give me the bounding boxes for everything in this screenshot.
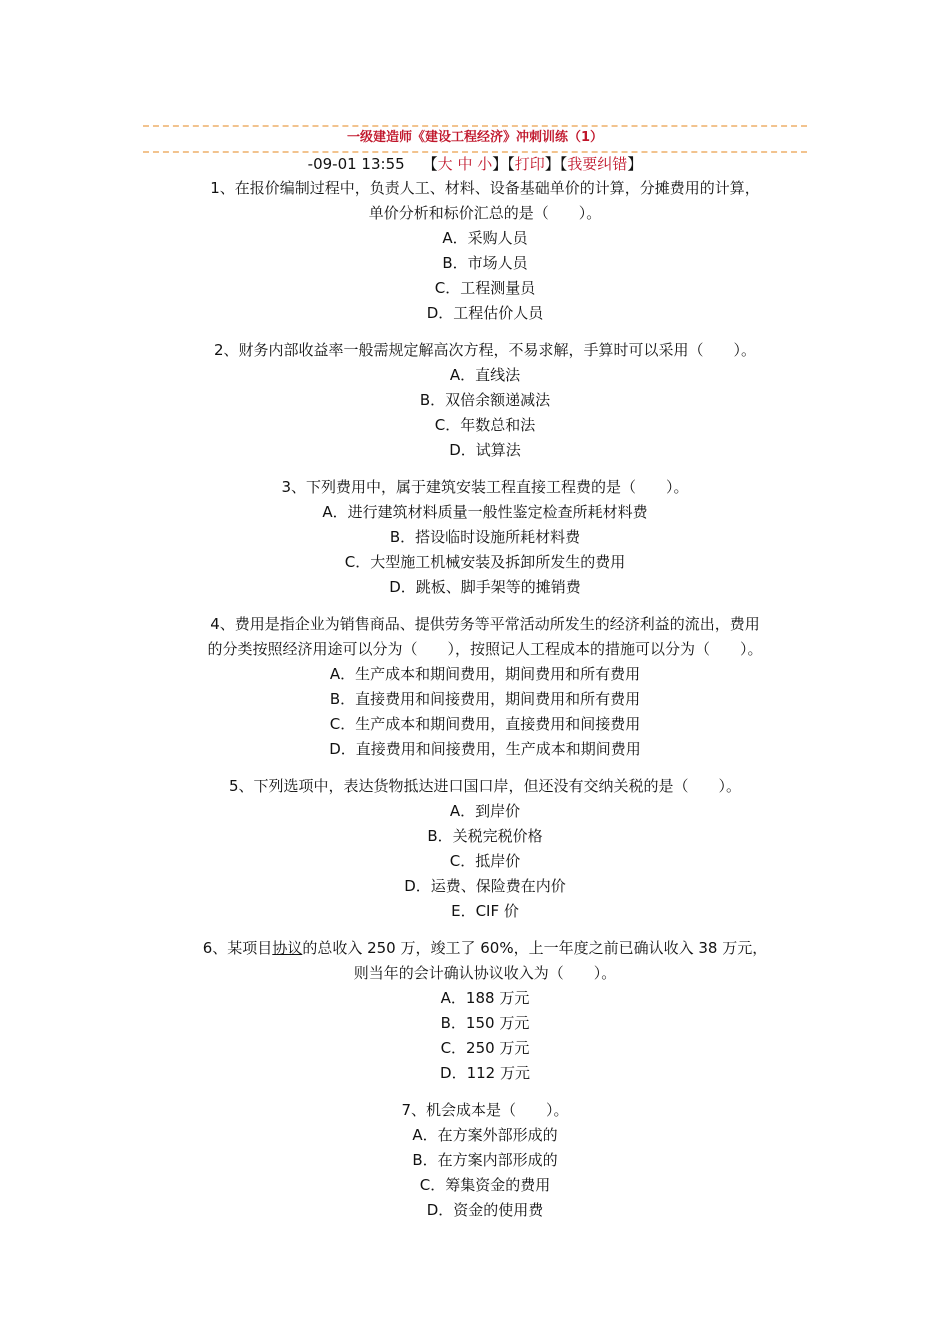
option-d: D．运费、保险费在内价 bbox=[404, 877, 566, 895]
question-1 bbox=[165, 176, 805, 326]
question-stem: 3、下列费用中，属于建筑安装工程直接工程费的是（ ）。 bbox=[281, 478, 689, 496]
question-6 bbox=[165, 936, 805, 1086]
question-stem: 4、费用是指企业为销售商品、提供劳务等平常活动所发生的经济利益的流出，费用 bbox=[210, 615, 760, 633]
option-c: C．大型施工机械安装及拆卸所发生的费用 bbox=[344, 553, 626, 571]
option-c: C．生产成本和期间费用，直接费用和间接费用 bbox=[329, 715, 641, 733]
question-stem: 7、机会成本是（ ）。 bbox=[401, 1101, 569, 1119]
option-a: A．生产成本和期间费用，期间费用和所有费用 bbox=[329, 665, 641, 683]
option-b: B．150 万元 bbox=[440, 1014, 530, 1032]
question-stem: 的分类按照经济用途可以分为（ ），按照记人工程成本的措施可以分为（ ）。 bbox=[207, 640, 763, 658]
option-b: B．市场人员 bbox=[442, 254, 528, 272]
option-b: B．在方案内部形成的 bbox=[412, 1151, 558, 1169]
bracket: 】 bbox=[544, 155, 560, 173]
option-a: A．到岸价 bbox=[449, 802, 521, 820]
option-c: C．工程测量员 bbox=[434, 279, 536, 297]
option-d: D．试算法 bbox=[449, 441, 521, 459]
option-c: C．筹集资金的费用 bbox=[419, 1176, 551, 1194]
bracket: 【 bbox=[507, 155, 515, 173]
publish-date: -09-01 13:55 bbox=[307, 155, 405, 173]
bracket: 】 bbox=[492, 155, 508, 173]
option-d: D．工程估价人员 bbox=[426, 304, 544, 322]
article-meta bbox=[0, 153, 950, 175]
question-2 bbox=[165, 338, 805, 463]
question-stem: 5、下列选项中，表达货物抵达进口国口岸，但还没有交纳关税的是（ ）。 bbox=[228, 777, 742, 795]
option-b: B．双倍余额递减法 bbox=[419, 391, 551, 409]
top-divider bbox=[143, 125, 807, 127]
bracket: 】 bbox=[627, 155, 643, 173]
question-list bbox=[165, 176, 805, 1235]
option-d: D．直接费用和间接费用，生产成本和期间费用 bbox=[329, 740, 641, 758]
option-c: C．抵岸价 bbox=[449, 852, 521, 870]
question-5 bbox=[165, 774, 805, 924]
question-3 bbox=[165, 475, 805, 600]
question-stem: 2、财务内部收益率一般需规定解高次方程，不易求解，手算时可以采用（ ）。 bbox=[213, 341, 757, 359]
option-a: A．在方案外部形成的 bbox=[412, 1126, 558, 1144]
option-e: E．CIF 价 bbox=[451, 902, 519, 920]
option-d: D．跳板、脚手架等的摊销费 bbox=[389, 578, 581, 596]
option-c: C．年数总和法 bbox=[434, 416, 536, 434]
font-size-link[interactable]: 大 中 小 bbox=[437, 155, 493, 173]
page-title: 一级建造师《建设工程经济》冲刺训练（1） bbox=[346, 130, 604, 145]
print-link[interactable]: 打印 bbox=[514, 155, 545, 173]
option-b: B．直接费用和间接费用，期间费用和所有费用 bbox=[329, 690, 641, 708]
stem-text: 的总收入 250 万，竣工了 60%，上一年度之前已确认收入 38 万元， bbox=[302, 939, 768, 957]
question-4 bbox=[165, 612, 805, 762]
option-a: A．进行建筑材料质量一般性鉴定检查所耗材料费 bbox=[322, 503, 648, 521]
option-a: A．直线法 bbox=[449, 366, 521, 384]
question-stem: 1、在报价编制过程中，负责人工、材料、设备基础单价的计算，分摊费用的计算， bbox=[210, 179, 760, 197]
option-d: D．112 万元 bbox=[440, 1064, 530, 1082]
bracket: 【 bbox=[422, 155, 438, 173]
option-b: B．搭设临时设施所耗材料费 bbox=[389, 528, 581, 546]
underlined-term: 协议 bbox=[272, 939, 303, 957]
stem-text: 6、某项目 bbox=[202, 939, 273, 957]
question-7 bbox=[165, 1098, 805, 1223]
option-b: B．关税完税价格 bbox=[427, 827, 543, 845]
option-d: D．资金的使用费 bbox=[426, 1201, 544, 1219]
report-error-link[interactable]: 我要纠错 bbox=[567, 155, 628, 173]
option-c: C．250 万元 bbox=[440, 1039, 530, 1057]
option-a: A．188 万元 bbox=[440, 989, 530, 1007]
option-a: A．采购人员 bbox=[442, 229, 528, 247]
question-stem: 则当年的会计确认协议收入为（ ）。 bbox=[353, 964, 617, 982]
question-stem bbox=[165, 936, 805, 961]
question-stem: 单价分析和标价汇总的是（ ）。 bbox=[368, 204, 602, 222]
bracket: 【 bbox=[559, 155, 568, 173]
